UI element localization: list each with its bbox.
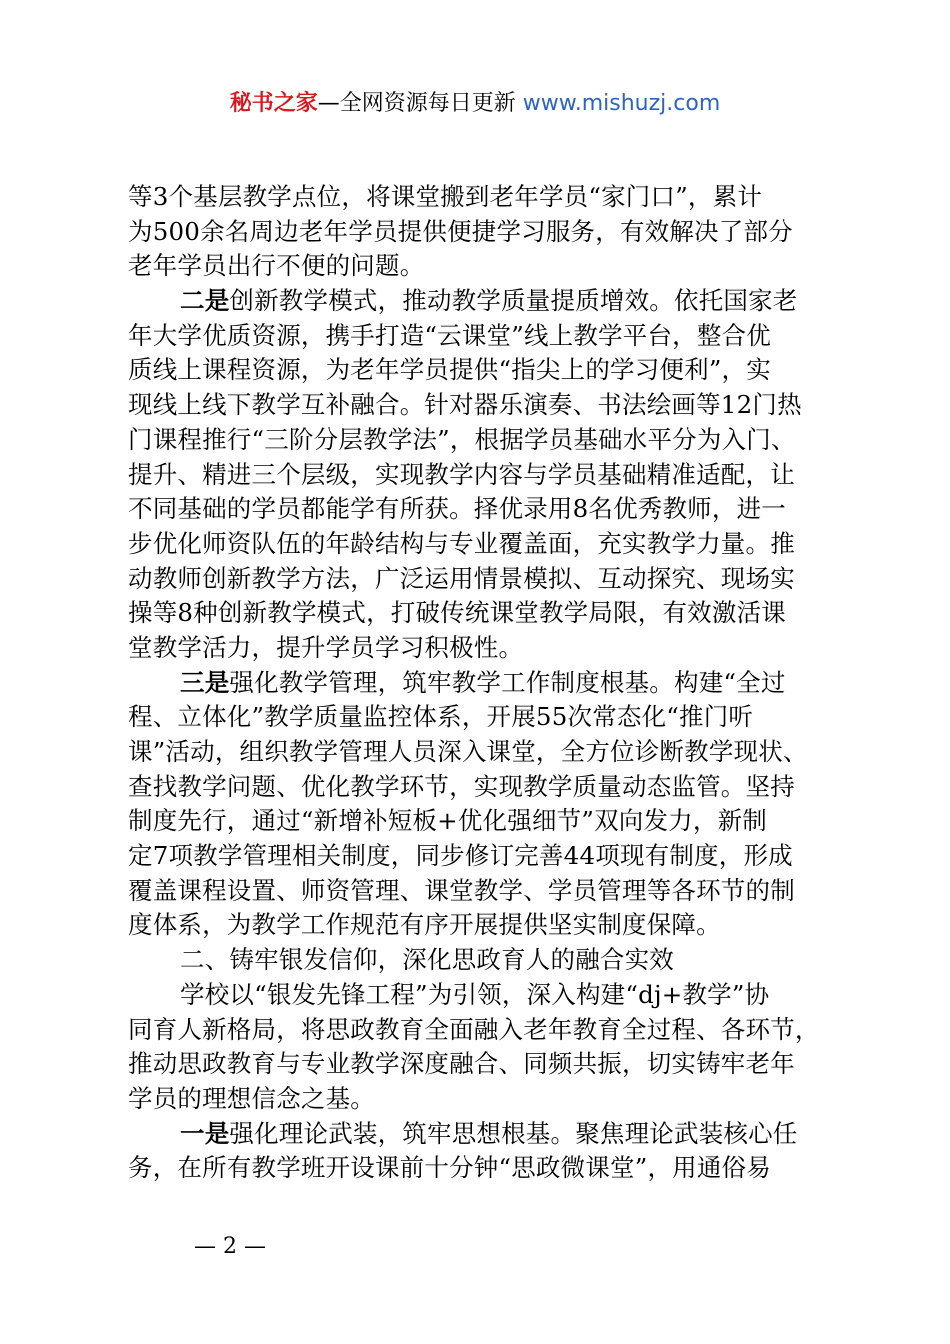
line-text: 程、立体化”教学质量监控体系，开展55次常态化“推门听 xyxy=(128,702,754,732)
text-line xyxy=(128,284,834,319)
line-text: 查找教学问题、优化教学环节，实现教学质量动态监管。坚持 xyxy=(128,771,795,801)
text-line xyxy=(128,1047,834,1082)
site-banner xyxy=(0,86,950,122)
paragraph-lead: 三是 xyxy=(180,667,230,697)
text-line xyxy=(128,735,834,770)
text-line xyxy=(128,943,834,978)
line-text: 操等8种创新教学模式，打破传统课堂教学局限，有效激活课 xyxy=(128,598,786,628)
line-text: 等3个基层教学点位，将课堂搬到老年学员“家门口”，累计 xyxy=(128,182,763,211)
text-line xyxy=(128,1013,834,1048)
line-text: 强化教学管理，筑牢教学工作制度根基。构建“全过 xyxy=(229,667,786,697)
text-line xyxy=(128,562,834,597)
text-line xyxy=(128,423,834,458)
line-text: 定7项教学管理相关制度，同步修订完善44项现有制度，形成 xyxy=(128,841,793,871)
text-line xyxy=(128,527,834,562)
line-text: 二、铸牢银发信仰，深化思政育人的融合实效 xyxy=(180,945,674,975)
line-text: 门课程推行“三阶分层教学法”，根据学员基础水平分为入门、 xyxy=(128,424,796,454)
line-text: 同育人新格局，将思政教育全面融入老年教育全过程、各环节， xyxy=(128,1014,820,1044)
text-line xyxy=(128,839,834,874)
text-line xyxy=(128,319,834,354)
site-url-link[interactable]: www.mishuzj.com xyxy=(522,91,721,116)
text-line xyxy=(128,353,834,388)
text-line xyxy=(128,249,834,284)
text-line xyxy=(128,492,834,527)
paragraph-lead: 一是 xyxy=(180,1118,230,1148)
paragraph-lead: 二是 xyxy=(180,286,230,316)
line-text: 堂教学活力，提升学员学习积极性。 xyxy=(128,632,524,662)
text-line xyxy=(128,978,834,1013)
line-text: 为500余名周边老年学员提供便捷学习服务，有效解决了部分 xyxy=(128,216,793,246)
line-text: 学员的理想信念之基。 xyxy=(128,1083,375,1113)
line-text: 强化理论武装，筑牢思想根基。聚焦理论武装核心任 xyxy=(229,1118,798,1148)
line-text: 课”活动，组织教学管理人员深入课堂，全方位诊断教学现状、 xyxy=(128,737,808,766)
line-text: 学校以“银发先锋工程”为引领，深入构建“dj+教学”协 xyxy=(180,979,770,1009)
text-line xyxy=(128,631,834,666)
line-text: 制度先行，通过“新增补短板+优化强细节”双向发力，新制 xyxy=(128,806,767,836)
text-line xyxy=(128,908,834,943)
line-text: 创新教学模式，推动教学质量提质增效。依托国家老 xyxy=(229,286,798,316)
line-text: 不同基础的学员都能学有所获。择优录用8名优秀教师，进一 xyxy=(128,494,786,524)
text-line xyxy=(128,804,834,839)
line-text: 步优化师资队伍的年龄结构与专业覆盖面，充实教学力量。推 xyxy=(128,528,795,558)
page-number: — 2 — xyxy=(194,1234,266,1259)
line-text: 提升、精进三个层级，实现教学内容与学员基础精准适配，让 xyxy=(128,459,795,489)
line-text: 年大学优质资源，携手打造“云课堂”线上教学平台，整合优 xyxy=(128,320,771,350)
line-text: 覆盖课程设置、师资管理、课堂教学、学员管理等各环节的制 xyxy=(128,875,795,905)
text-line xyxy=(128,874,834,909)
line-text: 务，在所有教学班开设课前十分钟“思政微课堂”，用通俗易 xyxy=(128,1153,771,1183)
line-text: 动教师创新教学方法，广泛运用情景模拟、互动探究、现场实 xyxy=(128,563,795,593)
document-body xyxy=(128,180,834,1186)
text-line xyxy=(128,388,834,423)
line-text: 老年学员出行不便的问题。 xyxy=(128,251,425,281)
text-line xyxy=(128,700,834,735)
text-line xyxy=(128,215,834,250)
text-line xyxy=(128,180,834,215)
text-line xyxy=(128,458,834,493)
line-text: 现线上线下教学互补融合。针对器乐演奏、书法绘画等12门热 xyxy=(128,390,802,420)
text-line xyxy=(128,1151,834,1186)
line-text: 推动思政教育与专业教学深度融合、同频共振，切实铸牢老年 xyxy=(128,1049,795,1079)
text-line xyxy=(128,596,834,631)
text-line xyxy=(128,1117,834,1152)
line-text: 质线上课程资源，为老年学员提供“指尖上的学习便利”，实 xyxy=(128,355,771,385)
text-line xyxy=(128,770,834,805)
text-line xyxy=(128,666,834,701)
site-brand: 秘书之家 xyxy=(229,91,318,116)
site-tagline: —全网资源每日更新 xyxy=(317,91,523,116)
line-text: 度体系，为教学工作规范有序开展提供坚实制度保障。 xyxy=(128,910,721,940)
text-line xyxy=(128,1082,834,1117)
